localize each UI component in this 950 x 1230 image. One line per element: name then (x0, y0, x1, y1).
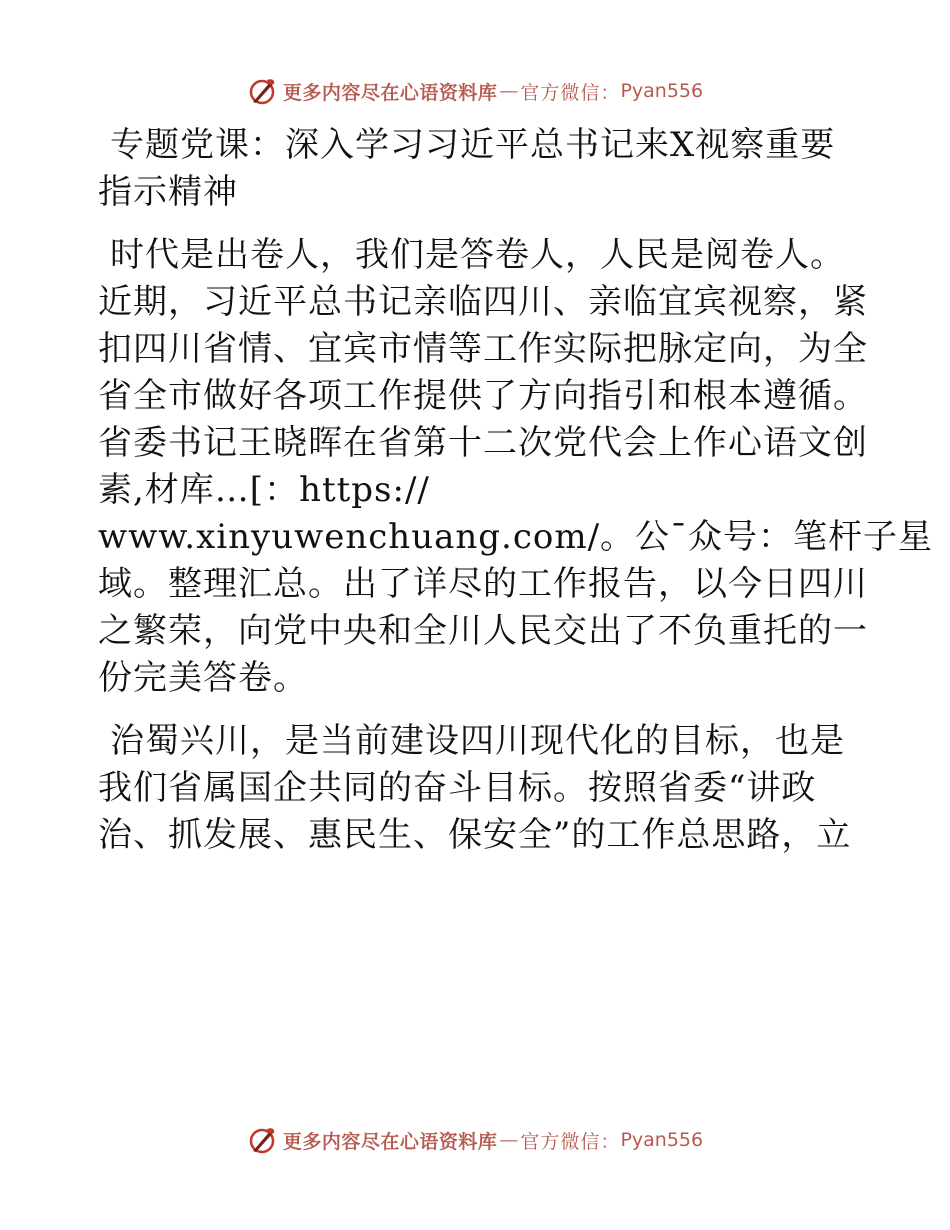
banner-dash: — (499, 80, 519, 102)
text-line: 治蜀兴川，是当前建设四川现代化的目标，也是 (110, 721, 845, 761)
text-line: www.xinyuwenchuang.com/。公¯众号：笔杆子星 (98, 517, 934, 557)
banner-wechat-id: Pyan556 (620, 1129, 704, 1151)
banner-wechat-label: 官方微信： (520, 1130, 621, 1153)
title-line: 专题党课：深入学习习近平总书记来X视察重要 (110, 125, 836, 165)
banner-main-text: 更多内容尽在心语资料库 (282, 81, 498, 104)
paragraph-2 (98, 718, 854, 859)
text-line: 扣四川省情、宜宾市情等工作实际把脉定向，为全 (98, 329, 868, 369)
text-line: 近期，习近平总书记亲临四川、亲临宜宾视察，紧 (98, 282, 868, 322)
text-line: 省委书记王晓晖在省第十二次党代会上作心语文创 (98, 423, 868, 463)
title-line: 指示精神 (98, 172, 238, 212)
text-line: 时代是出卷人，我们是答卷人，人民是阅卷人。 (110, 235, 845, 275)
text-line: 省全市做好各项工作提供了方向指引和根本遵循。 (98, 376, 868, 416)
text-line: 之繁荣，向党中央和全川人民交出了不负重托的一 (98, 611, 868, 651)
footer-banner (0, 1120, 950, 1160)
quill-pen-logo-icon (247, 76, 277, 106)
banner-wechat-id: Pyan556 (620, 80, 704, 102)
banner-main-text: 更多内容尽在心语资料库 (282, 1130, 498, 1153)
text-line: 份完美答卷。 (98, 658, 308, 698)
document-title (98, 122, 854, 216)
text-line: 域。整理汇总。出了详尽的工作报告，以今日四川 (98, 564, 868, 604)
paragraph-1 (98, 232, 934, 702)
banner-dash: — (499, 1129, 519, 1151)
text-line: 素,材库…[：https:// (98, 470, 430, 510)
quill-pen-logo-icon (247, 1125, 277, 1155)
text-line: 我们省属国企共同的奋斗目标。按照省委“讲政 (98, 768, 817, 808)
banner-wechat-label: 官方微信： (520, 81, 621, 104)
document-body (98, 122, 934, 859)
header-banner (0, 71, 950, 111)
text-line: 治、抓发展、惠民生、保安全”的工作总思路，立 (98, 815, 852, 855)
